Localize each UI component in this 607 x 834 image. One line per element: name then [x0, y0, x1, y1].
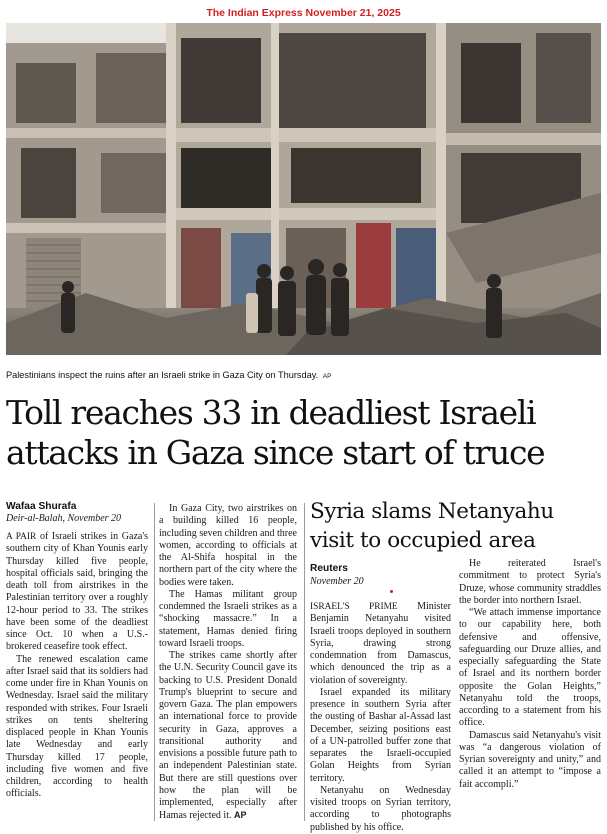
photo-credit: AP [322, 373, 332, 380]
main-story-end-credit: AP [233, 810, 247, 821]
ruined-building-illustration [6, 23, 601, 355]
main-story-column-2 [159, 503, 297, 823]
main-headline: Toll reaches 33 in deadliest Israeli attacks in Gaza since start of truce [6, 393, 545, 472]
main-story-paragraph-4: The Hamas militant group condemned the Israeli strikes as a “shocking massacre.” In a statement, Hamas denied firing toward Israeli troops. [159, 588, 297, 649]
second-story-dateline: November 20 [310, 576, 364, 587]
main-story-paragraph-5: The strikes came shortly after the U.N. Security Council gave its backing to U.S. President Donald Trump's blueprint to secure and govern Gaza. The plan empowers an international force to provide security in Gaza, approves a transitional authority and envisions a possible future path to an independent Palestinian state. But there are still questions over how the plan will be implemented, especially after Hamas rejected it. AP [159, 650, 297, 822]
second-story-column-1 [310, 601, 451, 834]
main-story-column-1 [6, 501, 148, 801]
second-story-paragraph-4: He reiterated Israel's commitment to protect Syria's Druze, whose community straddles the border into northern Israel. [459, 558, 601, 606]
column-divider [154, 503, 155, 821]
photo-caption [6, 370, 601, 380]
main-story-paragraph-1: A PAIR of Israeli strikes in Gaza's southern city of Khan Younis early Thursday killed five people, hospital officials said, bringing the death toll from airstrikes in the Palestinian territory over a roughly 12-hour period to 33. The strikes have been some of the deadliest since Oct. 10 when a U.S.-brokered ceasefire took effect. [6, 531, 149, 653]
second-story-column-2 [459, 558, 601, 791]
masthead: The Indian Express November 21, 2025 [206, 7, 401, 19]
news-photo [6, 23, 601, 355]
second-story-paragraph-6: Damascus said Netanyahu's visit was “a dangerous violation of Syrian sovereignty and unity,” and called it an attempt to “impose a fait accompli.” [459, 729, 601, 790]
second-story-byline: Reuters [310, 563, 348, 574]
second-story-paragraph-5: “We attach immense importance to our capability here, both defensive and offensive, safeguarding our Druze allies, and especially safeguarding the State of Israel and its northern border opposite the Golan Heights,” Netanyahu told the troops, according to a statement from his office. [459, 607, 601, 729]
second-story-paragraph-2: Israel expanded its military presence in southern Syria after the ousting of Bashar al-Assad last December, seizing positions east of a UN-patrolled buffer zone that separates the Israeli-occupied Golan Heights from Syrian territory. [310, 686, 451, 784]
main-story-lead-caps: A PAIR [6, 532, 37, 542]
main-story-byline: Wafaa Shurafa [6, 501, 77, 512]
second-story-headline: Syria slams Netanyahu visit to occupied area [310, 499, 554, 553]
second-story-lead-caps: ISRAEL'S PRIME [310, 602, 398, 612]
caption-text: Palestinians inspect the ruins after an Israeli strike in Gaza City on Thursday. [6, 370, 319, 380]
main-story-paragraph-3: In Gaza City, two airstrikes on a building killed 16 people, including seven children and three women, according to officials at the Al-Shifa hospital in the northern part of the city where the bodies were taken. [159, 503, 297, 588]
second-story-paragraph-3: Netanyahu on Wednesday visited troops on Syrian territory, according to photographs published by his office. [310, 784, 451, 833]
main-story-paragraph-2: The renewed escalation came after Israel said that its soldiers had come under fire in Khan Younis on Wednesday. Israel said the military responded with strikes. Four Israeli strikes on tents sheltering displaced people in Khan Younis late Wednesday and early Thursday killed 17 people, including five women and five children, according to health officials. [6, 653, 148, 800]
column-divider [304, 503, 305, 821]
separator-dot [390, 590, 393, 593]
second-story-paragraph-1: ISRAEL'S PRIME Minister Benjamin Netanyahu visited Israeli troops deployed in southern Syria, drawing strong condemnation from Damascus, which denounced the trip as a violation of sovereignty. [310, 601, 451, 686]
main-story-dateline: Deir-al-Balah, November 20 [6, 513, 122, 524]
